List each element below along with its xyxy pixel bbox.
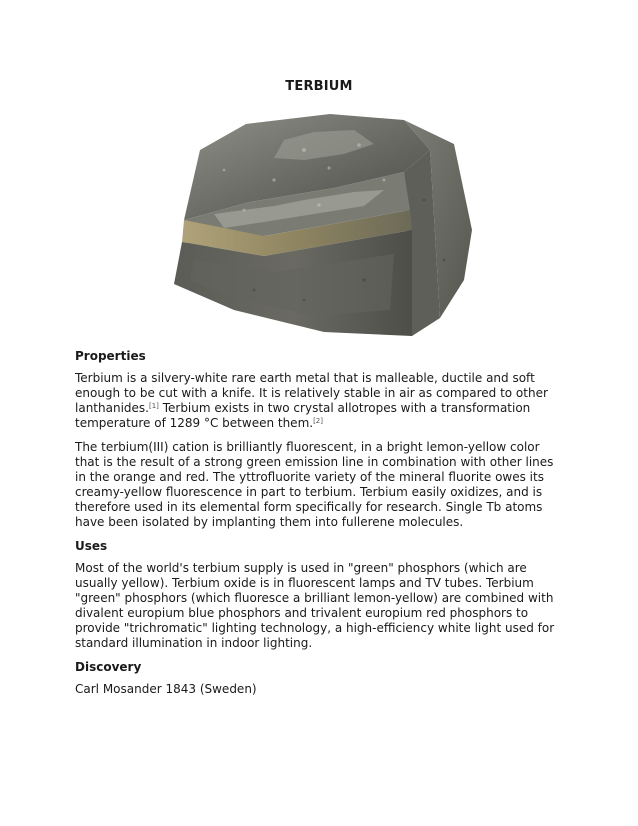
properties-paragraph-2: The terbium(III) cation is brilliantly fluorescent, in a bright lemon-yellow color that is the result of a strong green emission line in combination with other lines in the orange and red. The yttrofluorite variety of the mineral fluorite owes its creamy-yellow fluorescence in part to terbium. Terbium easily oxidizes, and is therefore used in its elemental form specifically for research. Single Tb atoms have been isolated by implanting them into fullerene molecules.	[75, 440, 554, 529]
terbium-sample-image	[154, 110, 486, 338]
page-title: TERBIUM	[285, 79, 353, 94]
properties-heading: Properties	[75, 349, 146, 363]
citation-2-link[interactable]: [2]	[313, 417, 323, 425]
properties-paragraph-1	[75, 371, 567, 431]
uses-heading: Uses	[75, 539, 108, 553]
properties-p1-text-a: Terbium is a silvery-white rare earth metal that is malleable, ductile and soft enough to be cut with a knife. It is relatively stable in air as compared to other lanthanides.	[75, 371, 548, 415]
discovery-paragraph: Carl Mosander 1843 (Sweden)	[75, 682, 257, 696]
properties-p1-text-b: Terbium exists in two crystal allotropes with a transformation temperature of 1289 °C between them.	[75, 401, 531, 430]
uses-paragraph: Most of the world's terbium supply is used in "green" phosphors (which are usually yellow). Terbium oxide is in fluorescent lamps and TV tubes. Terbium "green" phosphors (which fluoresce a brilliant lemon-yellow) are combined with divalent europium blue phosphors and trivalent europium red phosphors to provide "trichromatic" lighting technology, a high-efficiency white light used for standard illumination in indoor lighting.	[75, 561, 555, 650]
terbium-sample-photo	[154, 110, 486, 338]
document-body	[75, 349, 567, 706]
discovery-heading: Discovery	[75, 660, 142, 674]
citation-1-link[interactable]: [1]	[148, 402, 159, 410]
